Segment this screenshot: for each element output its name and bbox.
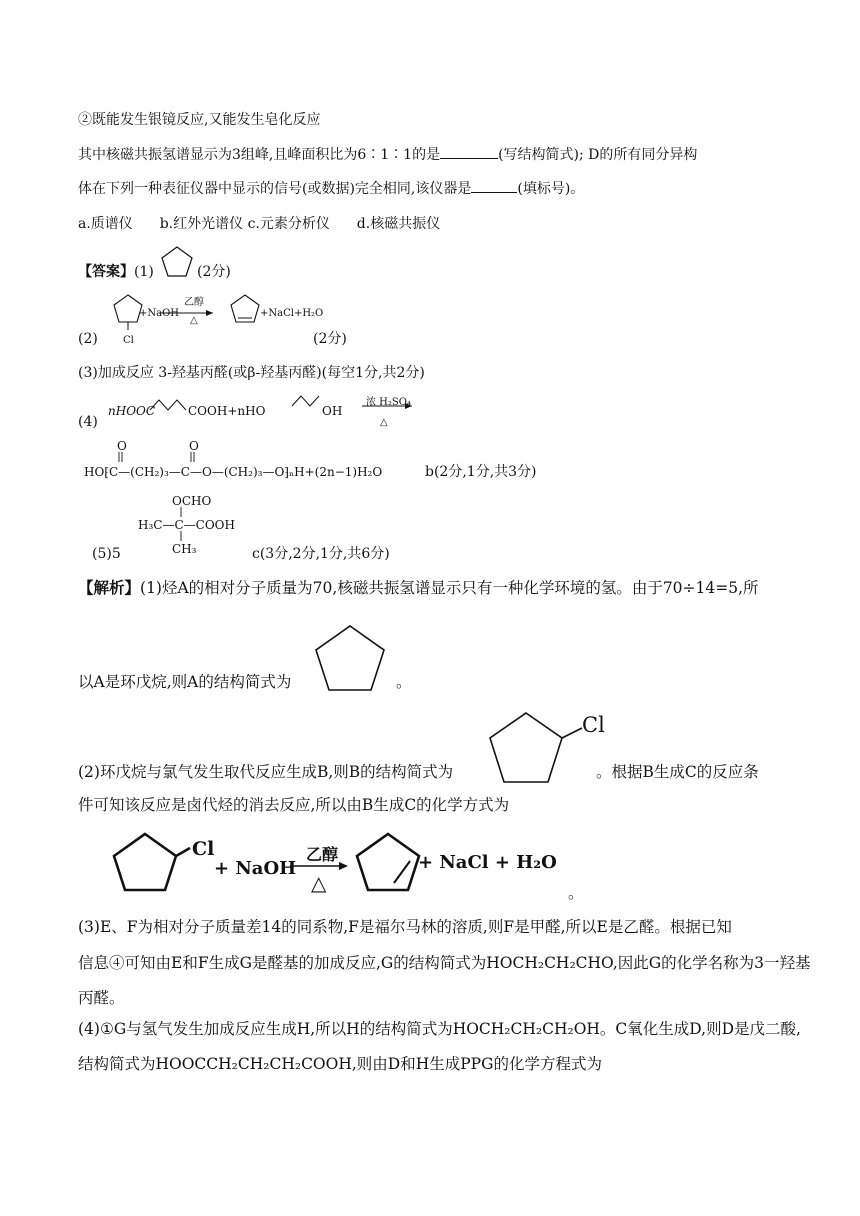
cyclopentane-icon-analysis (312, 622, 388, 694)
analysis-equation-condition-top: 乙醇 (306, 845, 339, 864)
answer-2-cl: Cl (123, 335, 134, 346)
cyclopentane-icon-answer-1 (159, 244, 195, 280)
answer-5-score: c(3分,2分,1分,共6分) (252, 546, 390, 562)
analysis-p1-line2: 以A是环戊烷,则A的结构简式为 (78, 673, 292, 691)
answer-4-o2: O (189, 439, 199, 453)
answer-2-condition-bottom: △ (190, 315, 198, 326)
analysis-p2-cl: Cl (582, 713, 605, 737)
answer-4-condition-bottom: △ (380, 417, 388, 428)
answer-5-number: (5)5 (92, 546, 121, 562)
analysis-p2-line1-end: 。根据B生成C的反应条 (596, 763, 759, 781)
answer-4-chains (150, 392, 390, 422)
answer-2-condition-top: 乙醇 (184, 297, 204, 308)
answer-3: (3)加成反应 3-羟基丙醛(或β-羟基丙醛)(每空1分,共2分) (78, 365, 425, 381)
analysis-equation-end: 。 (568, 884, 584, 902)
answer-4-reactant-2b: OH (322, 404, 343, 418)
answer-label: 【答案】 (78, 264, 134, 280)
chlorocyclopentane-icon (486, 708, 586, 790)
analysis-equation-cl: Cl (192, 838, 215, 860)
answer-5-middle: H₃C—C—COOH (138, 518, 235, 532)
option-a: a.质谱仪 (78, 216, 133, 232)
analysis-p3-line1: (3)E、F为相对分子质量差14的同系物,F是福尔马林的溶质,则F是甲醛,所以E是乙醛。根据已知 (78, 918, 732, 936)
answer-1-score: (2分) (197, 264, 231, 280)
answer-1-line (78, 263, 154, 281)
answer-2-products: +NaCl+H₂O (260, 308, 324, 319)
question-condition-2: ②既能发生银镜反应,又能发生皂化反应 (78, 112, 321, 128)
answer-5-ch3: CH₃ (172, 542, 197, 556)
option-c: c.元素分析仪 (247, 216, 330, 232)
answer-4-reactant-1: nHOOC (108, 404, 156, 418)
answer-2-naoh: +NaOH (139, 308, 180, 319)
analysis-p2-line2: 件可知该反应是卤代烃的消去反应,所以由B生成C的化学方式为 (78, 796, 510, 814)
question-instrument-text-b: (填标号)。 (517, 181, 585, 197)
analysis-equation-naoh: + NaOH (214, 858, 297, 879)
analysis-p3-line2: 信息④可知由E和F生成G是醛基的加成反应,G的结构简式为HOCH₂CH₂CHO,因此G的化学名称为3一羟基 (78, 954, 811, 972)
question-instrument-line (78, 180, 584, 198)
analysis-label: 【解析】 (78, 578, 141, 597)
analysis-p4-line2: 结构简式为HOOCCH₂CH₂CH₂COOH,则由D和H生成PPG的化学方程式为 (78, 1055, 602, 1073)
analysis-p1-line1 (78, 579, 759, 597)
answer-1-number: (1) (134, 264, 154, 280)
analysis-p3-line3: 丙醛。 (78, 989, 125, 1007)
analysis-p1-end: 。 (396, 673, 412, 691)
question-nmr-line (78, 146, 697, 164)
analysis-p2-line1: (2)环戊烷与氯气发生取代反应生成B,则B的结构简式为 (78, 763, 454, 781)
option-d: d.核磁共振仪 (356, 216, 441, 232)
answer-4-score: b(2分,1分,共3分) (425, 464, 537, 480)
answer-blank-2 (471, 180, 517, 193)
answer-5-ocho: OCHO (172, 494, 212, 508)
analysis-equation-condition-bottom: △ (311, 871, 327, 895)
analysis-p4-line1: (4)①G与氢气发生加成反应生成H,所以H的结构简式为HOCH₂CH₂CH₂OH。C氧化生成D,则D是戊二酸, (78, 1020, 801, 1038)
answer-4-o1: O (117, 439, 127, 453)
analysis-equation-products: + NaCl + H₂O (418, 852, 557, 873)
options-line (78, 215, 440, 233)
answer-2-score: (2分) (313, 331, 347, 347)
analysis-p1a: (1)烃A的相对分子质量为70,核磁共振氢谱显示只有一种化学环境的氢。由于70÷14=5,所 (140, 579, 759, 597)
answer-4-product: HO⁅C—(CH₂)₃—C—O—(CH₂)₃—O⁆ₙH+(2n−1)H₂O (84, 465, 383, 479)
answer-blank-1 (440, 146, 498, 159)
answer-5-bonds (176, 505, 186, 545)
question-nmr-text-b: (写结构简式); D的所有同分异构 (498, 147, 698, 163)
option-b: b.红外光谱仪 (159, 216, 244, 232)
answer-4-number: (4) (78, 414, 98, 430)
question-instrument-text-a: 体在下列一种表征仪器中显示的信号(或数据)完全相同,该仪器是 (78, 181, 472, 197)
question-nmr-text-a: 其中核磁共振氢谱显示为3组峰,且峰面积比为6∶1∶1的是 (78, 147, 441, 163)
answer-4-reactant-1b: COOH+nHO (188, 404, 266, 418)
answer-4-condition-top: 浓 H₂SO₄ (366, 397, 411, 408)
answer-2-number: (2) (78, 331, 98, 347)
